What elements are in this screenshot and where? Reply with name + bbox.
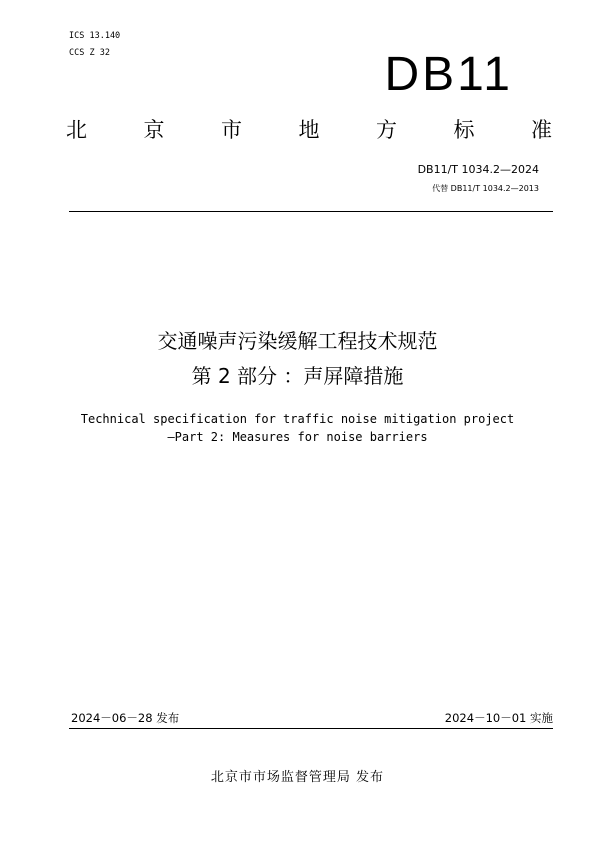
ics-code: ICS 13.140 (69, 31, 121, 41)
publisher: 北京市市场监督管理局 发布 (210, 770, 385, 785)
header-divider (69, 211, 553, 212)
db-logo: DB11 (384, 48, 513, 101)
org-char: 地 (298, 118, 320, 142)
organization-title (66, 116, 552, 144)
issue-date: 2024－06－28 发布 (71, 711, 180, 725)
implementation-date: 2024－10－01 实施 (444, 711, 553, 725)
org-char: 标 (453, 118, 475, 142)
classification-codes (69, 28, 120, 62)
standard-number: DB11/T 1034.2—2024 (417, 163, 539, 176)
title-cn-line1: 交通噪声污染缓解工程技术规范 (157, 329, 438, 353)
replaces-standard: 代替 DB11/T 1034.2—2013 (432, 184, 539, 193)
title-en-line2: —Part 2: Measures for noise barriers (167, 430, 428, 444)
org-char: 京 (143, 118, 165, 142)
ccs-code: CCS Z 32 (69, 48, 110, 58)
title-cn-line2: 第 2 部分 ：声屏障措施 (191, 364, 404, 388)
footer-divider (69, 728, 553, 729)
title-en-line1: Technical specification for traffic noise mitigation project (80, 412, 515, 426)
org-char: 北 (66, 118, 87, 142)
org-char: 市 (221, 118, 242, 142)
org-char: 方 (376, 118, 397, 142)
org-char: 准 (531, 118, 552, 142)
